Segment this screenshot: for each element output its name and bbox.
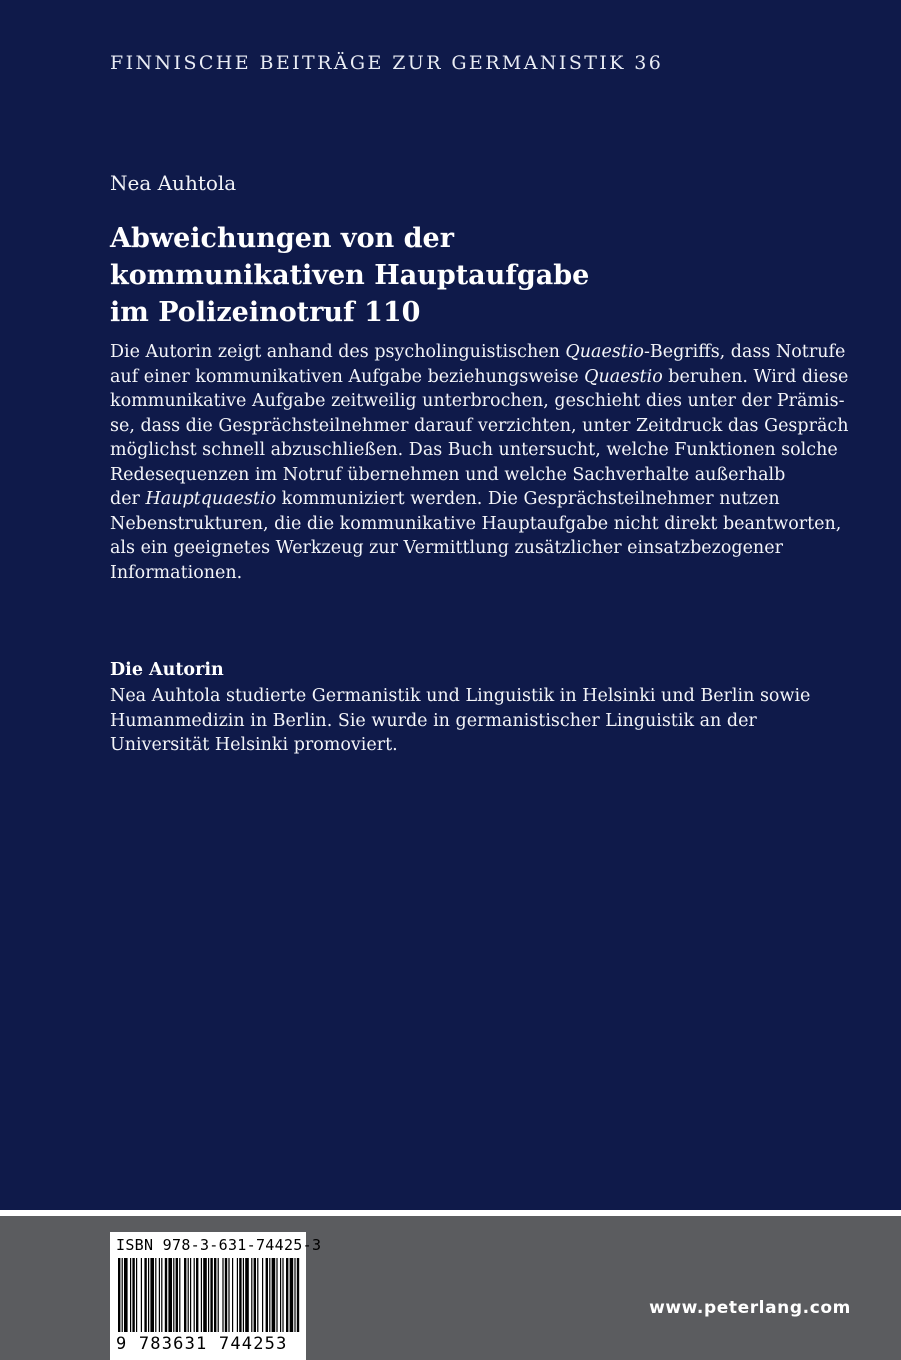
blurb-line: auf einer kommunikativen Aufgabe beziehungsweise Quaestio beruhen. Wird diese: [110, 366, 849, 387]
blurb-line: Redesequenzen im Notruf übernehmen und welche Sachverhalte außerhalb: [110, 464, 786, 485]
series-title: FINNISCHE BEITRÄGE ZUR GERMANISTIK 36: [110, 52, 664, 74]
blurb-line: möglichst schnell abzuschließen. Das Buch untersucht, welche Funktionen solche: [110, 440, 838, 460]
book-title: [110, 220, 810, 331]
about-author-text: [110, 684, 850, 758]
publisher-website: www.peterlang.com: [649, 1298, 851, 1318]
about-line: Universität Helsinki promoviert.: [110, 735, 398, 755]
isbn-barcode-box: [110, 1232, 322, 1360]
blurb-line: der Hauptquaestio kommuniziert werden. Die Gesprächsteilnehmer nutzen: [110, 489, 780, 509]
blurb-line: als ein geeignetes Werkzeug zur Vermittlung zusätzlicher einsatzbezogener: [110, 538, 783, 558]
blurb-line: Die Autorin zeigt anhand des psycholinguistischen Quaestio-Begriffs, dass Notrufe: [110, 342, 846, 362]
about-author-heading: Die Autorin: [110, 660, 224, 680]
blurb-text: [110, 340, 850, 585]
blurb-line: se, dass die Gesprächsteilnehmer darauf verzichten, unter Zeitdruck das Gespräch: [110, 415, 849, 436]
isbn-label: ISBN 978-3-631-74425-3: [116, 1236, 322, 1254]
barcode-icon: [116, 1258, 300, 1334]
title-line: im Polizeinotruf 110: [110, 297, 421, 328]
about-line: Nea Auhtola studierte Germanistik und Linguistik in Helsinki und Berlin sowie: [110, 686, 811, 706]
title-line: kommunikativen Hauptaufgabe: [110, 260, 590, 291]
blurb-line: kommunikative Aufgabe zeitweilig unterbrochen, geschieht dies unter der Prämis-: [110, 391, 845, 411]
author-name: Nea Auhtola: [110, 171, 237, 195]
isbn-digits: 9 783631 744253: [116, 1334, 288, 1354]
about-line: Humanmedizin in Berlin. Sie wurde in germanistischer Linguistik an der: [110, 710, 757, 731]
title-line: Abweichungen von der: [110, 223, 454, 254]
blurb-line: Nebenstrukturen, die die kommunikative Hauptaufgabe nicht direkt beantworten,: [110, 513, 842, 534]
blurb-line: Informationen.: [110, 562, 243, 583]
